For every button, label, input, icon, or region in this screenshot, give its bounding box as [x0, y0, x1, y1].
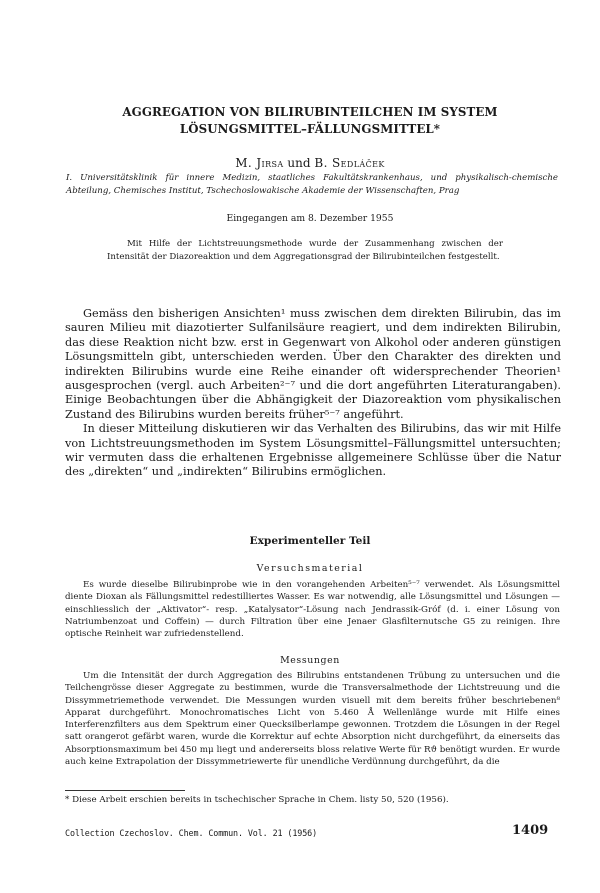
- footnote: * Diese Arbeit erschien bereits in tschechischer Sprache in Chem. listy 50, 520 (1956).: [65, 795, 449, 805]
- page-number: 1409: [512, 823, 549, 838]
- measurements-text: Um die Intensität der durch Aggregation des Bilirubins entstandenen Trübung zu untersuchen und die Teilchengrösse dieser Aggregate zu bestimmen, wurde die Transversalmethode der Lichtstreuung und die Dissymmetriemethode verwendet. Die Messungen wurden visuell mit dem bereits früher beschriebenen⁸ Apparat durchgeführt. Monochromatisches Licht von 5.460 Å Wellenlänge wurde mit Hilfe eines Interferenzfilters aus dem Spektrum einer Quecksilberlampe gewonnen. Trotzdem die Lösungen in der Regel satt orangerot gefärbt waren, wurde die Korrektur auf echte Absorption nicht durchgeführt, da einerseits das Absorptionsmaximum bei 450 mμ liegt und andererseits bloss relative Werte für Rϑ benötigt wurden. Er wurde auch keine Extrapolation der Dissymmetriewerte für unendliche Verdünnung durchgeführt, da die: [65, 671, 560, 768]
- section-heading: Experimenteller Teil: [249, 535, 371, 547]
- journal-citation: Collection Czechoslov. Chem. Commun. Vol. 21 (1956): [65, 828, 318, 838]
- author-conjunction: und: [283, 156, 315, 170]
- abstract-text: Mit Hilfe der Lichtstreuungsmethode wurde der Zusammenhang zwischen der Intensität der Diazoreaktion und dem Aggregationsgrad der Bilirubinteilchen festgestellt.: [107, 239, 503, 262]
- material-section: [65, 579, 560, 640]
- subsection-heading-measurements: Messungen: [280, 655, 340, 666]
- author-line: [60, 156, 560, 170]
- material-text: Es wurde dieselbe Bilirubinprobe wie in den vorangehenden Arbeiten⁵⁻⁷ verwendet. Als Lösungsmittel diente Dioxan als Fällungsmittel redestilliertes Wasser. Es war notwendig, alle Lösungsmittel und Lösungen — einschliesslich der „Aktivator“- resp. „Katalysator“-Lösung nach Jendrassik-Gróf (d. i. einer Lösung von Natriumbenzoat und Coffein) — durch Filtration über eine Jenaer Glasfilternutsche G5 zu reinigen. Ihre optische Reinheit war zufriedenstellend.: [65, 580, 560, 640]
- footnote-rule: [65, 790, 185, 791]
- affiliation: I. Universitätsklinik für innere Medizin, staatliches Fakultätskrankenhaus, und physikalisch-chemische Abteilung, Chemisches Institut, Tschechoslowakische Akademie der Wissenschaften, Prag: [66, 173, 558, 196]
- intro-paragraph-2: In dieser Mitteilung diskutieren wir das Verhalten des Bilirubins, das wir mit Hilfe von Lichtstreuungsmethoden im System Lösungsmittel–Fällungsmittel untersuchten; wir vermuten dass die erhaltenen Ergebnisse allgemeinere Schlüsse über die Natur des „direkten“ und „indirekten“ Bilirubins ermöglichen.: [65, 422, 561, 479]
- received-date: Eingegangen am 8. Dezember 1955: [226, 213, 394, 224]
- title-line-1: AGGREGATION VON BILIRUBINTEILCHEN IM SYSTEM: [122, 105, 498, 119]
- author-2: B. Sedláček: [314, 156, 385, 170]
- article-title: [60, 104, 560, 138]
- intro-paragraph-1: Gemäss den bisherigen Ansichten¹ muss zwischen dem direkten Bilirubin, das im sauren Milieu mit diazotierter Sulfanilsäure reagiert, und dem indirekten Bilirubin, das diese Reaktion nicht bzw. erst in Gegenwart von Alkohol oder anderen günstigen Lösungsmitteln gibt, unterschieden werden. Über den Charakter des direkten und indirekten Bilirubins wurde eine Reihe einander oft widersprechender Theorien¹ ausgesprochen (vergl. auch Arbeiten²⁻⁷ und die dort angeführten Literaturangaben). Einige Beobachtungen über die Abhängigkeit der Diazoreaktion vom physikalischen Zustand des Bilirubins wurden bereits früher⁵⁻⁷ angeführt.: [65, 307, 561, 421]
- subsection-heading-material: Versuchsmaterial: [256, 563, 364, 574]
- measurements-section: [65, 670, 560, 768]
- introduction: [65, 307, 561, 480]
- author-1: M. Jirsa: [235, 156, 284, 170]
- title-line-2: LÖSUNGSMITTEL–FÄLLUNGSMITTEL*: [179, 122, 441, 136]
- abstract: [107, 238, 503, 263]
